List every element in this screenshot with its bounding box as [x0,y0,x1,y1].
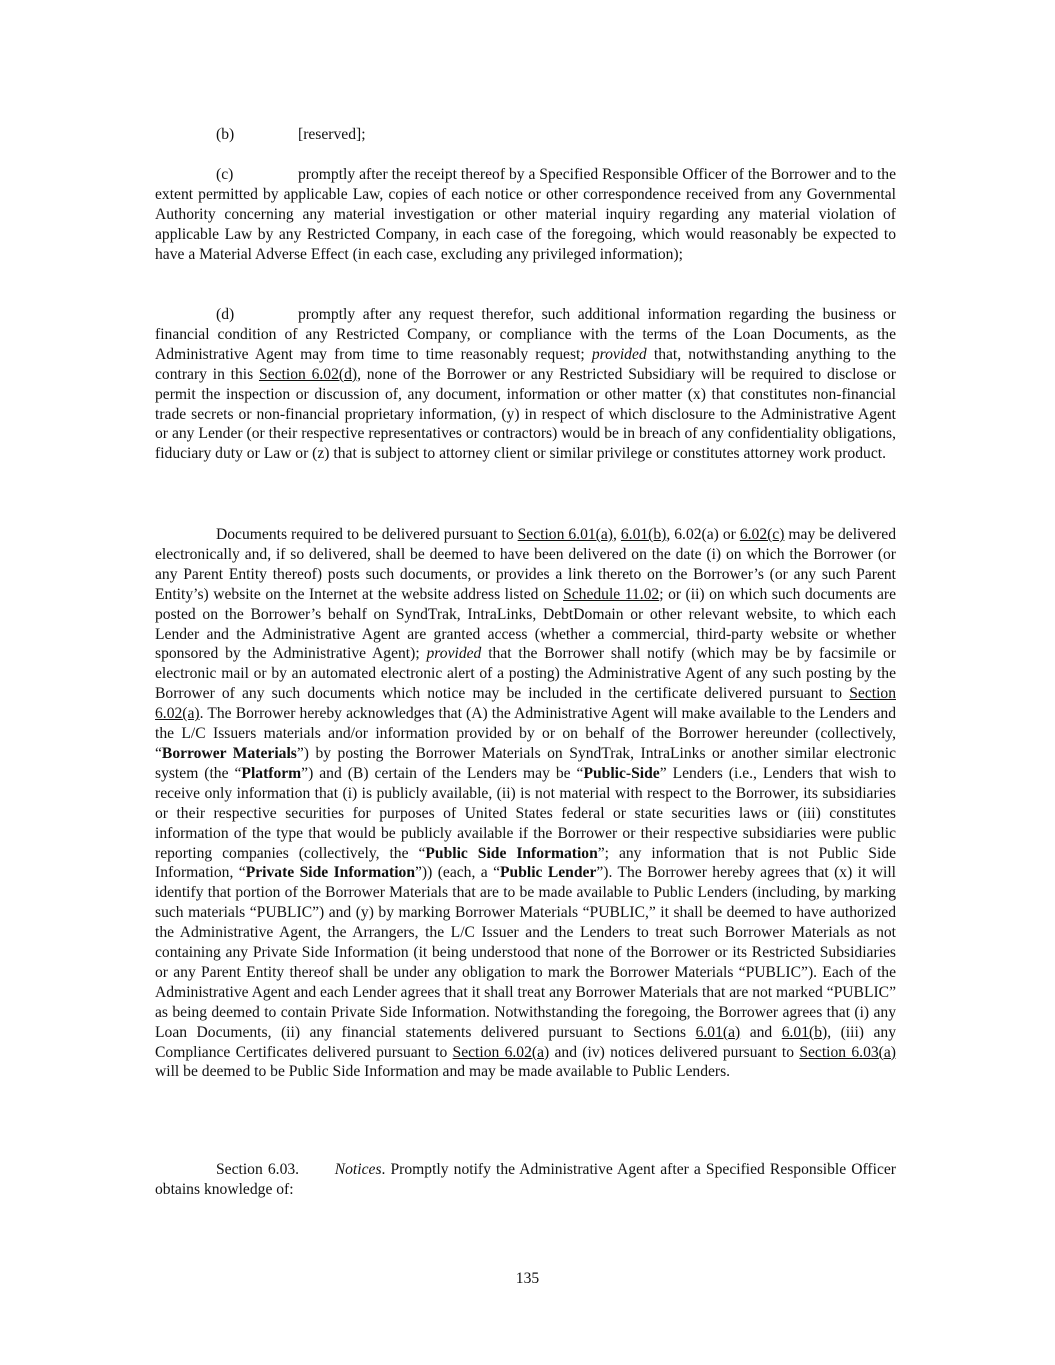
section-reference: Section 6.02(a) [155,685,896,723]
defined-term: Public-Side [583,764,660,782]
section-title: Notices [334,1161,382,1178]
defined-term: Public Side Information [425,844,598,862]
docs-text: will be deemed to be Public Side Information and may be made available to Public Lenders. [155,1063,731,1081]
section-reference: 6.01(a) [695,1023,741,1041]
docs-text: . The Borrower hereby acknowledges that (A) the Administrative Agent will make available to the Lenders and the L/C Issuers materials and/or information provided by or on behalf of the Borrower hereunder (collectively, “ [155,705,896,762]
provided-term: provided [426,645,482,663]
schedule-reference: Schedule 11.02 [563,585,660,603]
clause-d-text-2: that, notwithstanding anything to the contrary in this [155,345,897,383]
docs-text: ” Lenders (i.e., Lenders that wish to receive only information that (i) is publicly available, (ii) is not material with respect to the Borrower, its subsidiaries or their respective securities for purposes of United States federal or state securities laws or (iii) constitutes information of the type that would be publicly available if the Borrower or their respective subsidiaries were public reporting companies (collectively, the “ [155,764,897,862]
section-reference: Section 6.03(a) [799,1043,896,1061]
section-reference: Section 6.01(a) [517,526,613,543]
docs-text: ; or (ii) on which such documents are posted on the Borrower’s behalf on SyndTrak, IntraLinks, DebtDomain or other relevant website, to which each Lender and the Administrative Agent are granted access (whether a commercial, third-party website or whether sponsored by the Administrative Agent); [155,585,896,663]
docs-text: , [612,526,621,543]
section-6-03 [155,1160,896,1200]
docs-text: ”)) (each, a “ [415,864,500,882]
section-reference: 6.02(c) [739,526,785,543]
docs-text: ”). The Borrower hereby agrees that (x) it will identify that portion of the Borrower Materials that are to be made available to Public Lenders (including, by marking such materials “PUBLIC”) and (y) by marking Borrower Materials “PUBLIC,” it shall be deemed to have authorized the Administrative Agent, the Arrangers, the L/C Issuer and the Lenders to treat such Borrower Materials as not containing any Private Side Information (it being understood that none of the Borrower or its Restricted Subsidiaries or any Parent Entity thereof shall be under any obligation to mark the Borrower Materials “PUBLIC”). Each of the Administrative Agent and each Lender agrees that it shall treat any Borrower Materials that are not marked “PUBLIC” as being deemed to contain Private Side Information. Notwithstanding the foregoing, the Borrower agrees that (i) any Loan Documents, (ii) any financial statements delivered pursuant to Sections [155,864,896,1041]
clause-b-text: [reserved]; [298,126,366,143]
docs-text: ”; any information that is not Public Side Information, “ [155,844,896,882]
defined-term: Public Lender [500,864,597,882]
section-number: Section 6.03. [216,1161,300,1178]
clause-d [155,305,896,464]
clause-c-label: (c) [216,166,234,183]
provided-term: provided [591,345,647,363]
docs-text: and (iv) notices delivered pursuant to [549,1043,800,1061]
defined-term: Private Side Information [245,864,416,882]
docs-text: , 6.02(a) or [666,526,740,543]
clause-d-text-3: , none of the Borrower or any Restricted Subsidiary will be required to disclose or permit the inspection or discussion of, any document, information or other matter (x) that constitutes non-financial trade secrets or non-financial proprietary information, (y) in respect of which disclosure to the Administrative Agent or any Lender (or their respective representatives or contractors) would be in breach of any confidentiality obligations, fiduciary duty or Law or (z) that is subject to attorney client or similar privilege or constitutes attorney work product. [155,365,896,463]
clause-d-label: (d) [216,306,235,323]
section-reference: 6.01(b) [620,526,667,543]
defined-term: Borrower Materials [161,744,297,762]
clause-c-text: promptly after the receipt thereof by a Specified Responsible Officer of the Borrower and to the extent permitted by applicable Law, copies of each notice or other correspondence received from any Governmental Authority concerning any material investigation or other material inquiry regarding any material violation of applicable Law by any Restricted Company, in each case of the foregoing, which would reasonably be expected to have a Material Adverse Effect (in each case, excluding any privileged information); [155,166,896,263]
docs-text: ”) and (B) certain of the Lenders may be “ [301,764,584,782]
defined-term: Platform [241,764,302,782]
docs-text: may be delivered electronically and, if so delivered, shall be deemed to have been delivered on the date (i) on which the Borrower (or any Parent Entity thereof) posts such documents, or provides a link thereto on the Borrower’s (or any such Parent Entity’s) website on the Internet at the website address listed on [155,526,896,603]
docs-text: Documents required to be delivered pursuant to [216,526,518,543]
clause-d-text-1: promptly after any request therefor, such additional information regarding the business or financial condition of any Restricted Company, or compliance with the terms of the Loan Documents, as the Administrative Agent may from time to time reasonably request; [155,306,896,363]
page-number: 135 [515,1270,540,1287]
section-reference: Section 6.02(d) [259,365,358,383]
clause-c [155,165,896,265]
docs-text: that the Borrower shall notify (which may be by facsimile or electronic mail or by an automated electronic alert of a posting) the Administrative Agent of any such posting by the Borrower of any such documents which notice may be included in the certificate delivered pursuant to [155,645,896,703]
section-reference: Section 6.02(a) [452,1043,550,1061]
clause-b [155,125,896,145]
docs-text: , (iii) any Compliance Certificates delivered pursuant to [155,1023,896,1061]
clause-b-label: (b) [216,126,235,143]
docs-text: ”) by posting the Borrower Materials on SyndTrak, IntraLinks or another similar electronic system (the “ [155,744,897,782]
docs-text: and [740,1023,782,1041]
documents-delivery-paragraph [155,525,896,1082]
section-reference: 6.01(b) [781,1023,828,1041]
section-6-03-text: . Promptly notify the Administrative Agent after a Specified Responsible Officer obtains knowledge of: [155,1161,896,1198]
